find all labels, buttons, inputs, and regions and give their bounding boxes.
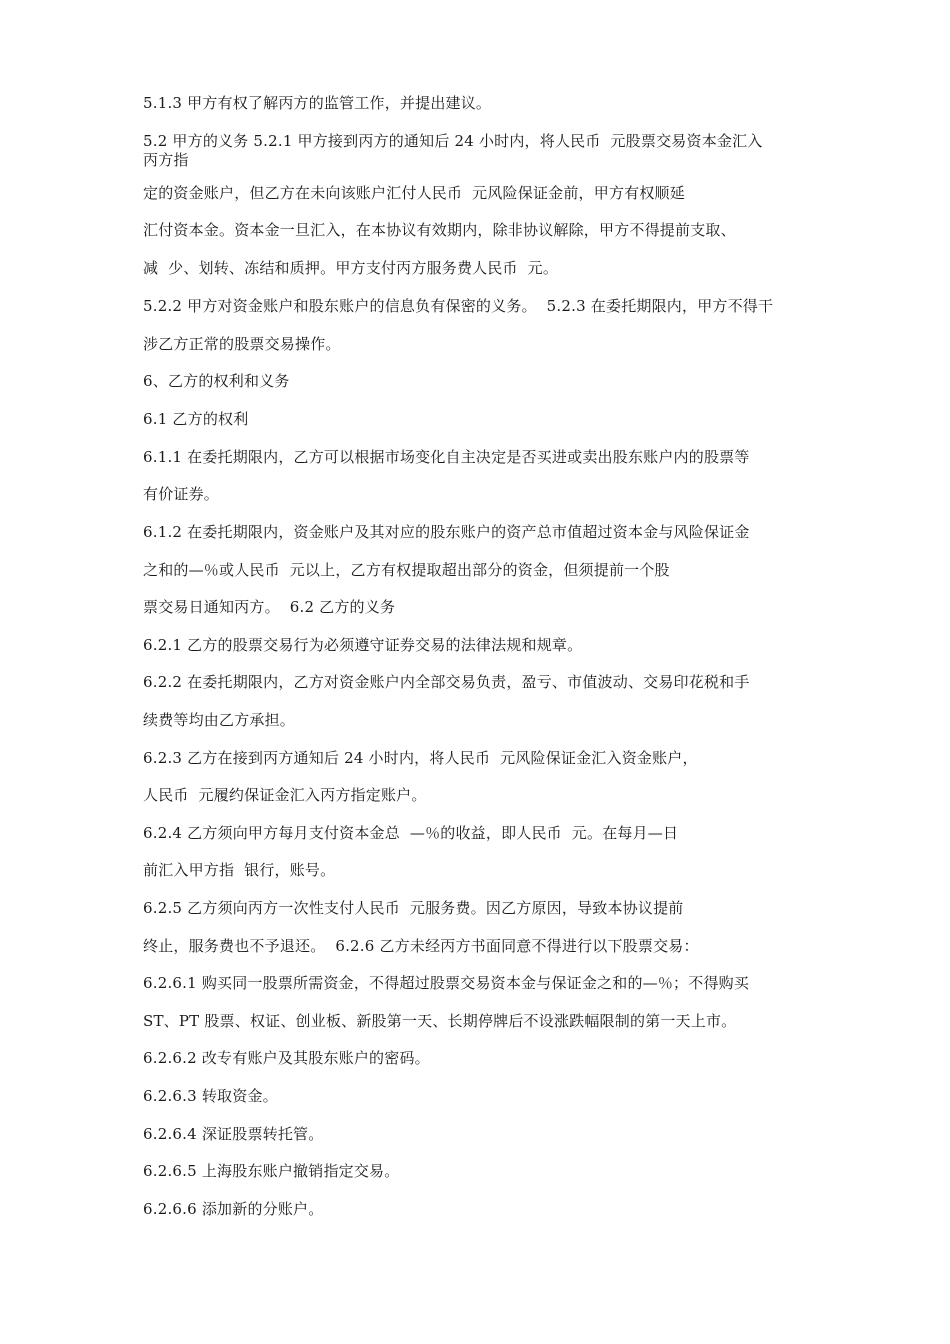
text-line: 有价证券。 xyxy=(143,485,220,503)
text-line-6-2-6-2: 6.2.6.2 改专有账户及其股东账户的密码。 xyxy=(143,1049,430,1067)
text-line: 人民币 元履约保证金汇入丙方指定账户。 xyxy=(143,786,427,804)
text-line: 之和的—％或人民币 元以上，乙方有权提取超出部分的资金，但须提前一个股 xyxy=(143,561,670,579)
text-line-6-2-6-3: 6.2.6.3 转取资金。 xyxy=(143,1087,278,1105)
text-line-5-2: 5.2 甲方的义务 5.2.1 甲方接到丙方的通知后 24 小时内，将人民币 元股票交易资本金汇入 xyxy=(143,132,763,150)
section-heading-6: 6、乙方的权利和义务 xyxy=(143,372,290,390)
text-line: 涉乙方正常的股票交易操作。 xyxy=(143,335,341,353)
text-line-6-2-6-6: 6.2.6.6 添加新的分账户。 xyxy=(143,1200,324,1218)
text-line: 票交易日通知丙方。 6.2 乙方的义务 xyxy=(143,598,396,616)
text-line: 减 少、划转、冻结和质押。甲方支付丙方服务费人民币 元。 xyxy=(143,259,559,277)
text-line-5-2-2: 5.2.2 甲方对资金账户和股东账户的信息负有保密的义务。 5.2.3 在委托期限内，甲方不得干 xyxy=(143,297,774,315)
text-line: 定的资金账户，但乙方在未向该账户汇付人民币 元风险保证金前，甲方有权顺延 xyxy=(143,184,685,202)
text-line: ST、PT 股票、权证、创业板、新股第一天、长期停牌后不设涨跌幅限制的第一天上市。 xyxy=(143,1012,737,1030)
text-line-6-2-3: 6.2.3 乙方在接到丙方通知后 24 小时内，将人民币 元风险保证金汇入资金账户， xyxy=(143,749,698,767)
text-line-6-2-6-5: 6.2.6.5 上海股东账户撤销指定交易。 xyxy=(143,1162,400,1180)
text-line-6-2-1: 6.2.1 乙方的股票交易行为必须遵守证券交易的法律法规和规章。 xyxy=(143,636,583,654)
text-line-6-2-4: 6.2.4 乙方须向甲方每月支付资本金总 —％的收益，即人民币 元。在每月—日 xyxy=(143,824,679,842)
text-line-6-2-6-4: 6.2.6.4 深证股票转托管。 xyxy=(143,1125,324,1143)
text-line-5-2-cont: 丙方指 xyxy=(143,151,189,169)
text-line-6-1-1: 6.1.1 在委托期限内，乙方可以根据市场变化自主决定是否买进或卖出股东账户内的股票等 xyxy=(143,448,750,466)
text-line-6-2-5: 6.2.5 乙方须向丙方一次性支付人民币 元服务费。因乙方原因，导致本协议提前 xyxy=(143,899,684,917)
text-line-6-2-2: 6.2.2 在委托期限内，乙方对资金账户内全部交易负责，盈亏、市值波动、交易印花税和手 xyxy=(143,673,750,691)
section-heading-6-1: 6.1 乙方的权利 xyxy=(143,410,249,428)
text-line: 终止，服务费也不予退还。 6.2.6 乙方未经丙方书面同意不得进行以下股票交易： xyxy=(143,937,699,955)
text-line-6-1-2: 6.1.2 在委托期限内，资金账户及其对应的股东账户的资产总市值超过资本金与风险保证金 xyxy=(143,523,750,541)
text-line-6-2-6-1: 6.2.6.1 购买同一股票所需资金，不得超过股票交易资本金与保证金之和的—％；不得购买 xyxy=(143,974,750,992)
text-line: 续费等均由乙方承担。 xyxy=(143,711,296,729)
text-line: 前汇入甲方指 银行，账号。 xyxy=(143,861,336,879)
text-line: 汇付资本金。资本金一旦汇入，在本协议有效期内，除非协议解除，甲方不得提前支取、 xyxy=(143,221,736,239)
text-line-5-1-3: 5.1.3 甲方有权了解丙方的监管工作，并提出建议。 xyxy=(143,94,492,112)
